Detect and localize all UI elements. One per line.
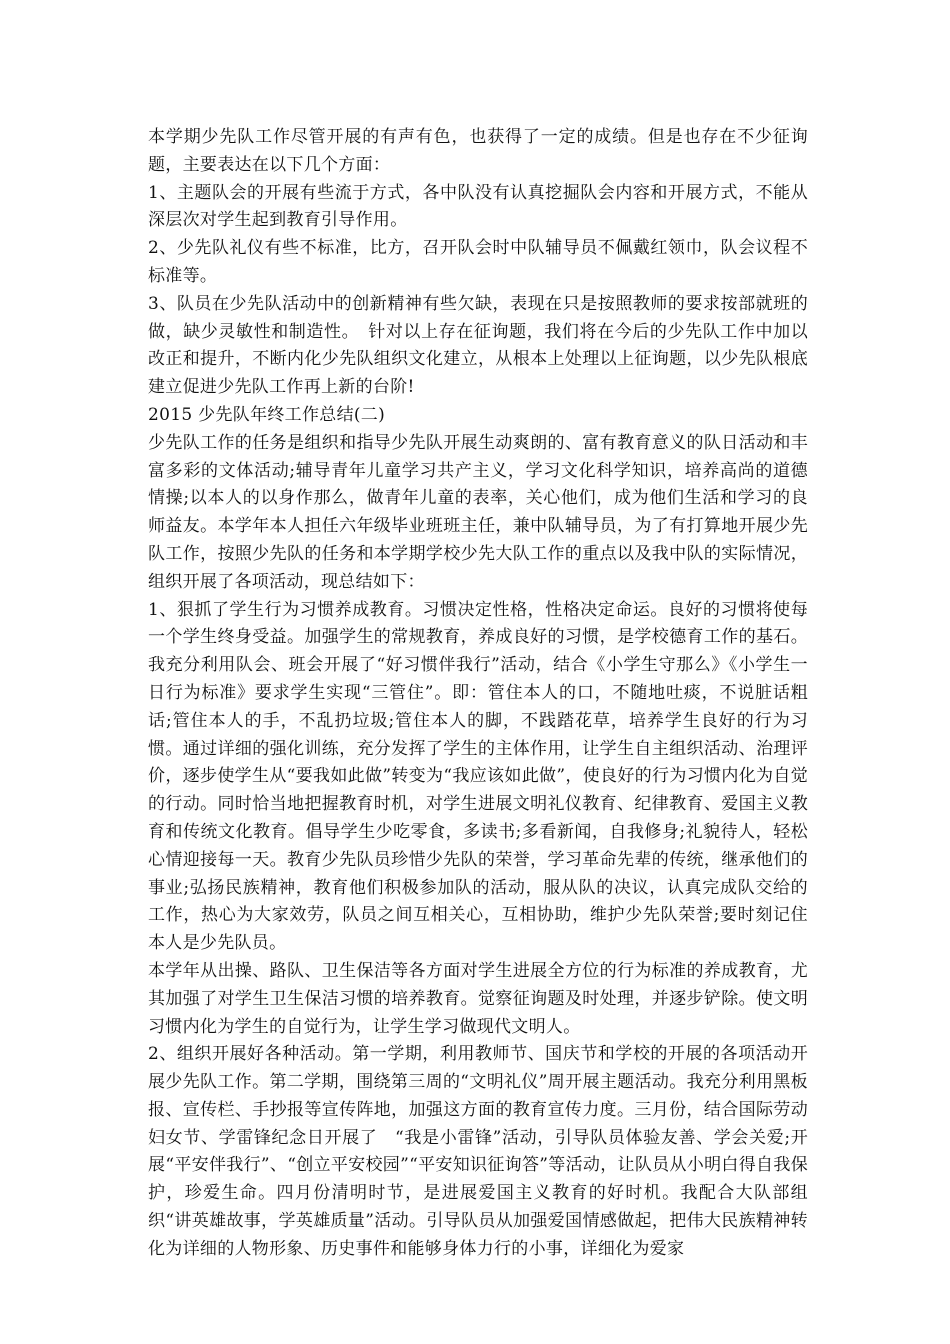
paragraph-habits: 1、狠抓了学生行为习惯养成教育。习惯决定性格，性格决定命运。良好的习惯将使每一个学生终身受益。加强学生的常规教育，养成良好的习惯，是学校德育工作的基石。我充分利用队会、班会开展了“好习惯伴我行”活动，结合《小学生守那么》《小学生一日行为标准》要求学生实现“三管住”。即：管住本人的口，不随地吐痰，不说脏话粗话;管住本人的手，不乱扔垃圾;管住本人的脚，不践踏花草，培养学生良好的行为习惯。通过详细的强化训练，充分发挥了学生的主体作用，让学生自主组织活动、治理评价，逐步使学生从“要我如此做”转变为“我应该如此做”，使良好的行为习惯内化为自觉的行动。同时恰当地把握教育时机，对学生进展文明礼仪教育、纪律教育、爱国主义教育和传统文化教育。倡导学生少吃零食，多读书;多看新闻，自我修身;礼貌待人，轻松心情迎接每一天。教育少先队员珍惜少先队的荣誉，学习革命先辈的传统，继承他们的事业;弘扬民族精神，教育他们积极参加队的活动，服从队的决议，认真完成队交给的工作，热心为大家效劳，队员之间互相关心，互相协助，维护少先队荣誉;要时刻记住本人是少先队员。 (148, 599, 808, 954)
document-body (148, 124, 808, 1264)
paragraph-item-2: 2、少先队礼仪有些不标准，比方，召开队会时中队辅导员不佩戴红领巾，队会议程不标准等。 (148, 238, 808, 286)
paragraph-intro: 本学期少先队工作尽管开展的有声有色，也获得了一定的成绩。但是也存在不少征询题，主要表达在以下几个方面： (148, 127, 808, 175)
paragraph-hygiene: 本学年从出操、路队、卫生保洁等各方面对学生进展全方位的行为标准的养成教育，尤其加强了对学生卫生保洁习惯的培养教育。觉察征询题及时处理，并逐步铲除。使文明习惯内化为学生的自觉行为，让学生学习做现代文明人。 (148, 960, 808, 1037)
section-heading: 2015 少先队年终工作总结(二) (148, 404, 386, 425)
paragraph-summary-intro: 少先队工作的任务是组织和指导少先队开展生动爽朗的、富有教育意义的队日活动和丰富多彩的文体活动;辅导青年儿童学习共产主义，学习文化科学知识，培养高尚的道德情操;以本人的以身作那么，做青年儿童的表率，关心他们，成为他们生活和学习的良师益友。本学年本人担任六年级毕业班班主任，兼中队辅导员，为了有打算地开展少先队工作，按照少先队的任务和本学期学校少先大队工作的重点以及我中队的实际情况，组织开展了各项活动，现总结如下： (148, 432, 808, 592)
paragraph-activities: 2、组织开展好各种活动。第一学期，利用教师节、国庆节和学校的开展的各项活动开展少先队工作。第二学期，围绕第三周的“文明礼仪”周开展主题活动。我充分利用黑板报、宣传栏、手抄报等宣传阵地，加强这方面的教育宣传力度。三月份，结合国际劳动妇女节、学雷锋纪念日开展了 “我是小雷锋”活动，引导队员体验友善、学会关爱;开展“平安伴我行”、“创立平安校园”“平安知识征询答”等活动，让队员从小明白得自我保护，珍爱生命。四月份清明时节，是进展爱国主义教育的好时机。我配合大队部组织“讲英雄故事，学英雄质量”活动。引导队员从加强爱国情感做起，把伟大民族精神转化为详细的人物形象、历史事件和能够身体力行的小事，详细化为爱家 (148, 1044, 808, 1259)
paragraph-item-3: 3、队员在少先队活动中的创新精神有些欠缺，表现在只是按照教师的要求按部就班的做，缺少灵敏性和制造性。 针对以上存在征询题，我们将在今后的少先队工作中加以改正和提升，不断内化少先队组织文化建立，从根本上处理以上征询题，以少先队根底建立促进少先队工作再上新的台阶! (148, 293, 808, 398)
paragraph-item-1: 1、主题队会的开展有些流于方式，各中队没有认真挖掘队会内容和开展方式，不能从深层次对学生起到教育引导作用。 (148, 182, 808, 231)
